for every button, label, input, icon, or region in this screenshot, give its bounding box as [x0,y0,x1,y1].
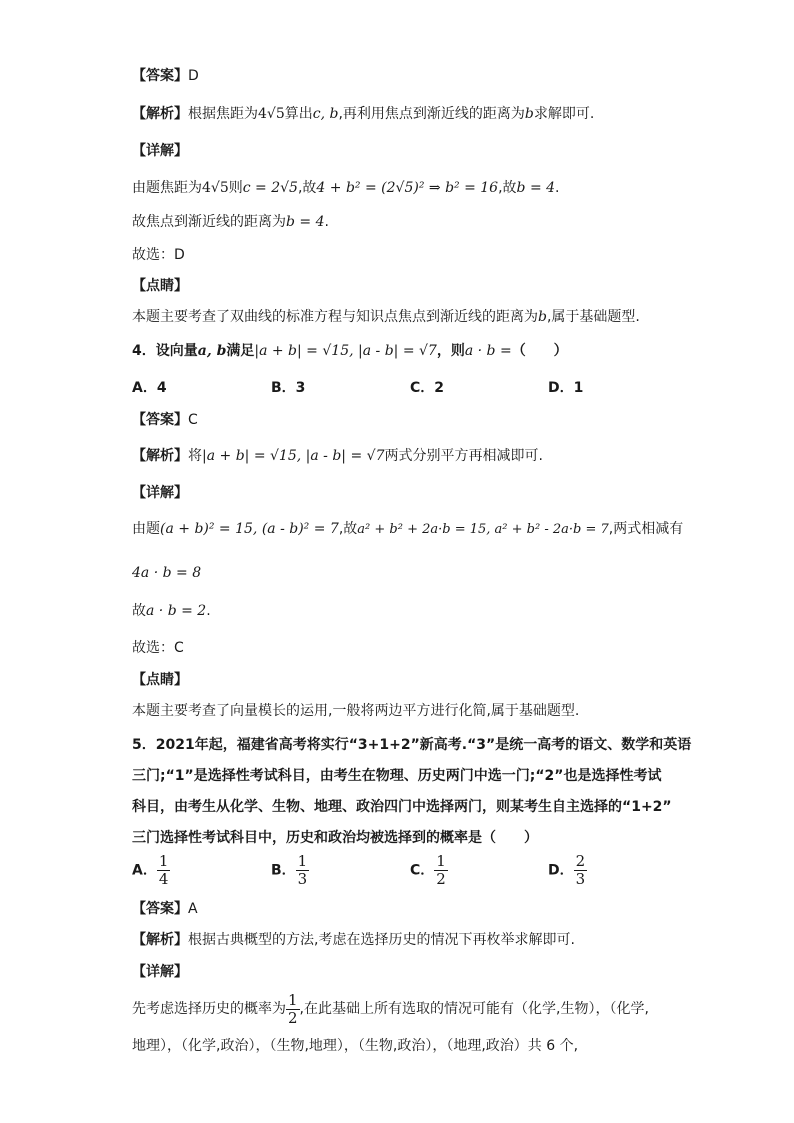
q4-stem [132,341,568,361]
q5-detail-fraction [286,992,300,1027]
answer-tag: 【答案】 [132,68,188,84]
q4-stem-text: ，则 [436,343,465,359]
q5-analysis-text: 根据古典概型的方法,考虑在选择历史的情况下再枚举求解即可. [188,932,575,948]
q4-detail-text: . [206,603,211,619]
q4-comment-label [132,670,188,690]
q3-analysis-text: 算出 [284,106,313,122]
q3-detail-text: 故焦点到渐近线的距离为 [132,214,286,230]
q5-answer-value: A [188,901,198,917]
q4-analysis-text: 将 [188,448,202,464]
q4-stem-text: （ ） [511,343,568,359]
q3-detail-text: ,故 [498,180,517,196]
q3-analysis-text: 求解即可. [533,106,595,122]
q4-comment: 本题主要考查了向量模长的运用,一般将两边平方进行化简,属于基础题型. [132,703,580,719]
detail-tag: 【详解】 [132,964,188,980]
q4-stem-math: |a + b| = √15, |a - b| = √7 [254,343,437,359]
analysis-tag: 【解析】 [132,448,188,464]
q4-option-d: D．1 [548,380,584,396]
q4-detail-line-3 [132,601,211,621]
q4-option-a: A．4 [132,380,167,396]
q3-answer-line [132,66,199,86]
q5-option-fraction [157,853,171,888]
q3-detail-math: 4 + b² = (2√5)² ⇒ b² = 16 [316,180,499,196]
q5-option-label: D． [548,862,574,879]
fraction-numerator: 1 [288,990,298,1009]
q5-option-label: A． [132,862,157,879]
comment-tag: 【点睛】 [132,278,188,294]
q4-answer-value: C [188,412,198,428]
fraction-denominator: 2 [288,1008,298,1027]
answer-tag: 【答案】 [132,412,188,428]
q5-detail-label [132,962,188,982]
q4-choice: 故选：C [132,640,184,656]
fraction-numerator: 2 [575,852,586,870]
q4-detail-text: ,两式相减有 [608,521,684,537]
q5-option-a [132,853,170,888]
q3-detail-label [132,141,188,161]
q3-detail-math: c = 2√5 [242,180,298,196]
q4-detail-line-2 [132,563,201,583]
q3-analysis-math: c, b [312,106,339,122]
q3-analysis-text: 根据焦距为 [188,106,258,122]
q3-detail-math: b = 4 [286,214,325,230]
q3-analysis-math: 4√5 [258,106,285,122]
fraction-numerator: 1 [297,852,308,870]
q5-option-fraction [296,853,310,888]
q3-detail-text: ,故 [297,180,317,196]
q3-detail-line-1 [132,178,560,198]
q5-option-d [548,853,587,888]
q4-detail-text: 由题 [132,521,160,537]
q4-analysis-math: |a + b| = √15, |a - b| = √7 [202,448,385,464]
q5-detail-line-1 [132,990,649,1028]
q4-detail-math: (a + b)² = 15, (a - b)² = 7 [160,521,339,537]
q3-analysis-text: ,再利用焦点到渐近线的距离为 [338,106,525,122]
q4-detail-math: 4a · b = 8 [132,565,202,581]
q3-comment [132,307,640,327]
q3-analysis-math: b [524,106,534,122]
q4-stem-text: 满足 [226,343,255,359]
q3-detail-math: 4√5 [202,180,229,196]
q5-stem-1: 5．2021年起，福建省高考将实行“3+1+2”新高考.“3”是统一高考的语文、数学和英语 [132,737,692,753]
q4-detail-math: a · b = 2 [146,603,207,619]
fraction-denominator: 2 [436,870,446,888]
q4-detail-text: 故 [132,603,146,619]
q4-detail-math: a² + b² + 2a·b = 15, a² + b² - 2a·b = 7 [357,522,609,537]
q4-stem-math: a, b [197,343,227,359]
q5-option-label: B． [271,862,296,879]
analysis-tag: 【解析】 [132,932,188,948]
q3-detail-text: 由题焦距为 [132,180,202,196]
q3-answer-value: D [188,68,199,84]
q5-answer-line [132,899,198,919]
q5-option-label: C． [410,862,435,879]
q4-detail-text: ,故 [338,521,358,537]
q3-comment-text: 本题主要考查了双曲线的标准方程与知识点焦点到渐近线的距离为 [132,309,538,325]
q3-detail-text: . [555,180,560,196]
q5-option-b [271,853,309,888]
q3-choice: 故选：D [132,247,185,263]
fraction-denominator: 3 [575,870,586,888]
q3-comment-text: ,属于基础题型. [546,309,640,325]
q3-comment-label [132,276,188,296]
fraction-denominator: 3 [297,870,308,888]
q5-detail-line-2: 地理），（化学,政治），（生物,地理），（生物,政治），（地理,政治）共 6 个, [132,1038,579,1054]
comment-tag: 【点睛】 [132,672,188,688]
fraction-numerator: 1 [158,852,169,870]
q4-stem-text: 4．设向量 [132,343,198,359]
q5-detail-text: ,在此基础上所有选取的情况可能有（化学,生物），（化学, [299,1001,649,1017]
q3-detail-math: b = 4 [516,180,556,196]
q5-stem-2: 三门;“1”是选择性考试科目，由考生在物理、历史两门中选一门;“2”也是选择性考试 [132,768,662,784]
q4-analysis-text: 两式分别平方再相减即可. [384,448,543,464]
detail-tag: 【详解】 [132,143,188,159]
q4-analysis-line [132,446,543,466]
q3-comment-math: b [538,309,547,325]
q5-stem-4: 三门选择性考试科目中，历史和政治均被选择到的概率是（ ） [132,830,538,846]
detail-tag: 【详解】 [132,485,188,501]
q4-detail-line-1 [132,519,683,540]
q3-detail-text: . [324,214,329,230]
q4-option-c: C．2 [410,380,445,396]
q4-stem-math: a · b = [464,343,512,359]
q3-detail-line-2 [132,212,329,232]
fraction-denominator: 4 [158,870,169,888]
q4-option-b: B．3 [271,380,306,396]
q5-detail-text: 先考虑选择历史的概率为 [132,1001,286,1017]
q4-answer-line [132,410,198,430]
q3-analysis-line [132,104,594,124]
q5-stem-3: 科目，由考生从化学、生物、地理、政治四门中选择两门，则某考生自主选择的“1+2” [132,799,672,815]
q5-option-fraction [434,853,448,888]
q5-option-c [410,853,448,888]
q5-analysis-line [132,930,575,950]
q5-option-fraction [574,853,588,888]
analysis-tag: 【解析】 [132,106,188,122]
q4-detail-label [132,483,188,503]
answer-tag: 【答案】 [132,901,188,917]
fraction-numerator: 1 [436,852,446,870]
q3-detail-text: 则 [228,180,243,196]
